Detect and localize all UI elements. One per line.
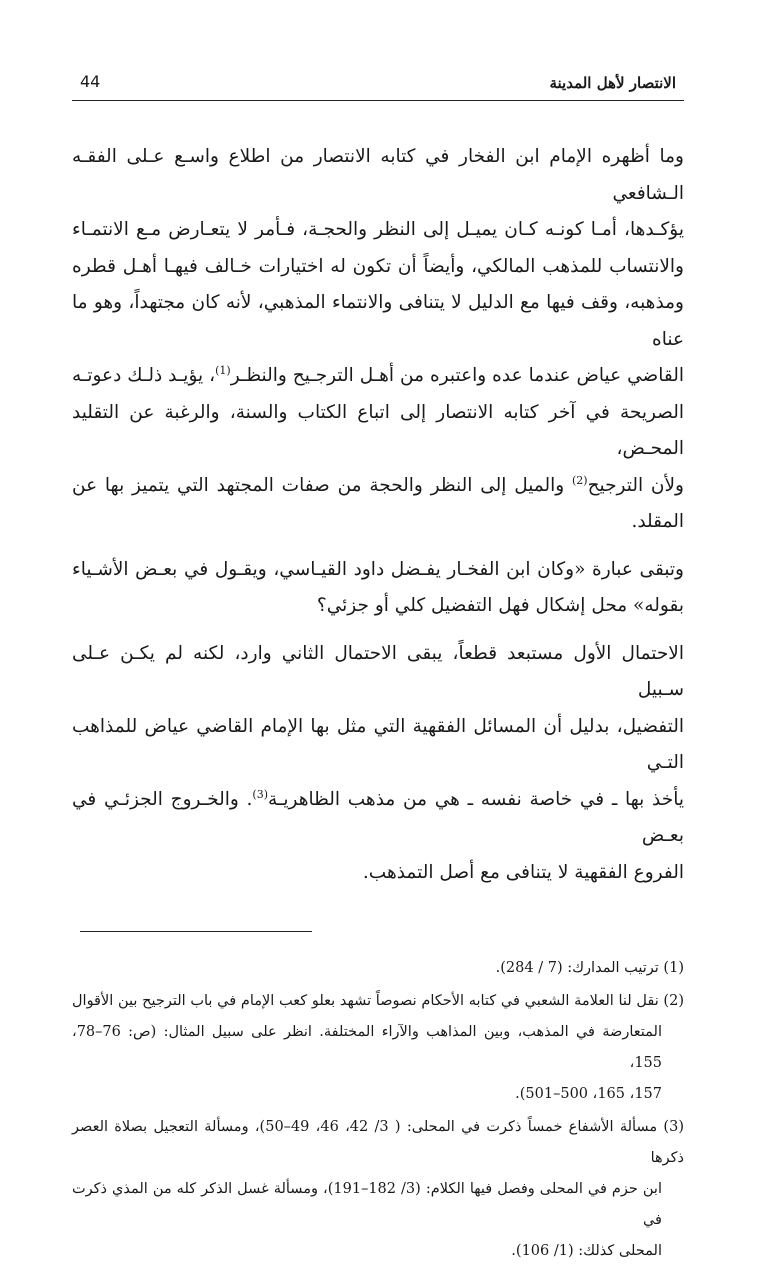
footnote-ref-2[interactable]: (2) [572,473,588,487]
footnote-line: ابن حزم في المحلى وفصل فيها الكلام: (3/ 182–191)، ومسألة غسل الذكر كله من المذي ذكرت في [72,1181,662,1228]
text-segment: يأخذ بها ـ في خاصة نفسه ـ هي من مذهب الظاهريـة [268,788,684,810]
text-line: بقوله» محل إشكال فهل التفضيل كلي أو جزئي؟ [316,595,684,616]
footnote-line: (1) ترتيب المدارك: (7 / 284). [495,960,684,976]
running-title: الانتصار لأهل المدينة [549,74,676,92]
text-line: الاحتمال الأول مستبعد قطعاً، يبقى الاحتمال الثاني وارد، لكنه لم يكـن عـلى سـبيل [72,642,684,700]
footnote-line: (3) مسألة الأشفاع خمساً ذكرت في المحلى: ( 3/ 42، 46، 49–50)، ومسألة التعجيل بصلاة العصر ذكرها [72,1119,684,1166]
footnote-2 [72,986,684,1110]
text-line: والانتساب للمذهب المالكي، وأيضاً أن تكون له اختيارات خـالف فيهـا أهـل قطره [72,255,684,277]
footnote-ref-3[interactable]: (3) [252,787,268,801]
page-number: 44 [80,72,101,91]
footnote-1 [72,953,684,984]
footnotes [72,953,684,1267]
text-line [72,468,684,541]
text-line: وتبقى عبارة «وكان ابن الفخـار يفـضل داود القيـاسي، ويقـول في بعـض الأشـياء [72,558,684,580]
document-page [72,70,684,1259]
text-line: الصريحة في آخر كتابه الانتصار إلى اتباع الكتاب والسنة، والرغبة عن التقليد المحـض، [72,401,684,459]
text-line: ومذهبه، وقف فيها مع الدليل لا يتنافى والانتماء المذهبي، لأنه كان مجتهداً، وهو ما عناه [72,292,684,350]
footnote-line: المحلى كذلك: (1/ 106). [511,1243,662,1259]
footnote-line: (2) نقل لنا العلامة الشعبي في كتابه الأحكام نصوصاً تشهد بعلو كعب الإمام في باب الترجيح بين الأقوال [72,993,684,1009]
text-line: الفروع الفقهية لا يتنافى مع أصل التمذهب. [362,861,684,883]
text-segment: . والخـروج الجزئـي في بعـض [72,788,684,846]
footnote-line: المتعارضة في المذهب، وبين المذاهب والآراء المختلفة. انظر على سبيل المثال: (ص: 76–78، 155، [72,1024,662,1071]
paragraph-1 [72,139,684,541]
paragraph-3 [72,636,684,892]
footnote-rule [80,931,312,932]
text-segment: ولأن الترجيح [587,474,684,496]
page-header [72,70,684,101]
body-text [72,139,684,891]
text-segment: القاضي عياض عندما عده واعتبره من أهـل الترجـيح والنظـر [230,365,684,386]
text-line [72,358,684,395]
footnote-ref-1[interactable]: (1) [215,363,231,377]
footnote-line: 157، 165، 500–501). [515,1086,662,1102]
footnote-3 [72,1112,684,1267]
text-segment: والميل إلى النظر والحجة من صفات المجتهد التي يتميز بها عن المقلد. [72,474,684,532]
text-line [72,782,684,855]
text-segment: ، يؤيـد ذلـك دعوتـه [72,365,216,386]
text-line: وما أظهره الإمام ابن الفخار في كتابه الانتصار من اطلاع واسـع عـلى الفقـه الـشافعي [72,146,684,204]
text-line: يؤكـدها، أمـا كونـه كـان يميـل إلى النظر والحجـة، فـأمر لا يتعـارض مـع الانتمـاء [72,219,684,240]
text-line: التفضيل، بدليل أن المسائل الفقهية التي مثل بها الإمام القاضي عياض للمذاهب التـي [72,715,684,773]
footnote-separator [72,931,684,933]
paragraph-2 [72,552,684,625]
